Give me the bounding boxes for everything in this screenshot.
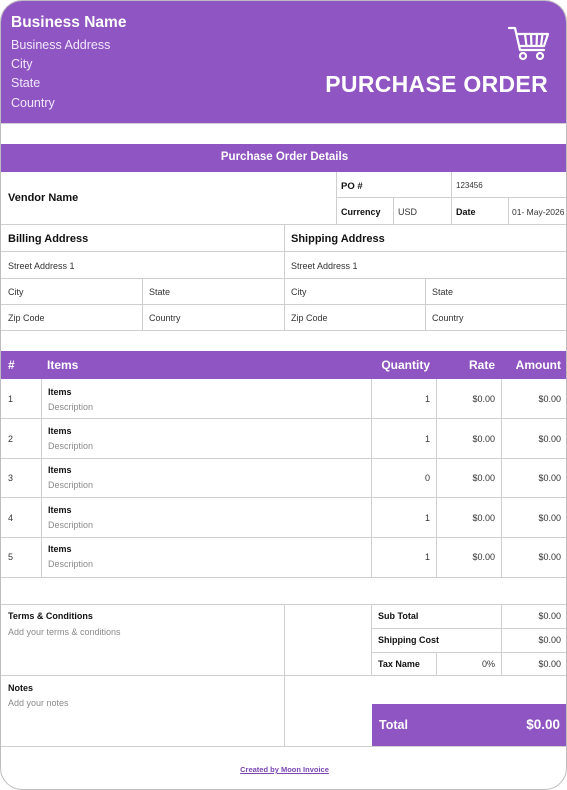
item-rate[interactable]: $0.00	[472, 552, 495, 562]
item-name[interactable]: Items	[48, 387, 72, 397]
shipping-zip[interactable]: Zip Code	[291, 313, 328, 323]
currency-label: Currency	[341, 207, 381, 217]
row-number: 3	[8, 473, 14, 483]
billing-city[interactable]: City	[8, 287, 24, 297]
column-number: #	[8, 358, 15, 372]
item-rate[interactable]: $0.00	[472, 513, 495, 523]
shipping-city[interactable]: City	[291, 287, 307, 297]
currency-value[interactable]: USD	[398, 207, 418, 217]
item-rate[interactable]: $0.00	[472, 394, 495, 404]
business-name[interactable]: Business Name	[11, 14, 127, 31]
item-quantity[interactable]: 1	[424, 394, 430, 404]
po-number-value[interactable]: 123456	[456, 181, 483, 190]
item-name[interactable]: Items	[48, 426, 72, 436]
shopping-cart-icon	[507, 25, 551, 68]
billing-zip[interactable]: Zip Code	[8, 313, 45, 323]
footer-credit-link[interactable]: Created by Moon Invoice	[240, 765, 329, 774]
item-description[interactable]: Description	[48, 480, 94, 490]
item-amount: $0.00	[538, 434, 561, 444]
item-rate[interactable]: $0.00	[472, 434, 495, 444]
total-value: $0.00	[526, 717, 560, 732]
details-heading: Purchase Order Details	[220, 151, 349, 163]
item-description[interactable]: Description	[48, 520, 94, 530]
row-number: 1	[8, 394, 14, 404]
total-label: Total	[379, 718, 408, 732]
billing-address-label: Billing Address	[8, 233, 89, 245]
po-number-label: PO #	[341, 181, 363, 192]
business-address[interactable]: Business Address	[11, 38, 111, 52]
business-country[interactable]: Country	[11, 96, 55, 110]
billing-state[interactable]: State	[149, 287, 171, 297]
item-quantity[interactable]: 1	[424, 552, 430, 562]
notes-input[interactable]: Add your notes	[8, 698, 69, 708]
item-quantity[interactable]: 1	[424, 513, 430, 523]
item-quantity[interactable]: 1	[424, 434, 430, 444]
business-city[interactable]: City	[11, 57, 33, 71]
terms-label: Terms & Conditions	[8, 611, 93, 621]
row-number: 4	[8, 513, 14, 523]
subtotal-label: Sub Total	[378, 611, 419, 621]
item-name[interactable]: Items	[48, 465, 72, 475]
column-items: Items	[47, 358, 79, 372]
billing-street[interactable]: Street Address 1	[8, 261, 75, 271]
date-label: Date	[456, 207, 476, 217]
shipping-country[interactable]: Country	[432, 313, 464, 323]
subtotal-value: $0.00	[538, 611, 561, 621]
item-amount: $0.00	[538, 513, 561, 523]
shipping-street[interactable]: Street Address 1	[291, 261, 358, 271]
column-rate: Rate	[468, 358, 495, 372]
document-title: PURCHASE ORDER	[325, 71, 548, 97]
row-number: 2	[8, 434, 14, 444]
item-quantity[interactable]: 0	[424, 473, 430, 483]
billing-country[interactable]: Country	[149, 313, 181, 323]
item-description[interactable]: Description	[48, 402, 94, 412]
shipping-cost-label: Shipping Cost	[378, 635, 439, 645]
tax-rate-value[interactable]: 0%	[481, 659, 495, 669]
item-name[interactable]: Items	[48, 505, 72, 515]
date-value[interactable]: 01- May-2026	[512, 207, 565, 217]
business-state[interactable]: State	[11, 76, 41, 90]
terms-input[interactable]: Add your terms & conditions	[8, 627, 121, 637]
column-amount: Amount	[515, 358, 561, 372]
row-number: 5	[8, 552, 14, 562]
item-rate[interactable]: $0.00	[472, 473, 495, 483]
item-amount: $0.00	[538, 473, 561, 483]
item-amount: $0.00	[538, 394, 561, 404]
shipping-address-label: Shipping Address	[291, 233, 385, 245]
shipping-cost-value[interactable]: $0.00	[538, 635, 561, 645]
vendor-name-field[interactable]: Vendor Name	[8, 192, 79, 204]
notes-label: Notes	[8, 683, 34, 693]
item-description[interactable]: Description	[48, 441, 94, 451]
column-quantity: Quantity	[381, 358, 430, 372]
item-description[interactable]: Description	[48, 559, 94, 569]
tax-amount-value: $0.00	[538, 659, 561, 669]
shipping-state[interactable]: State	[432, 287, 454, 297]
tax-name-label[interactable]: Tax Name	[378, 659, 420, 669]
item-name[interactable]: Items	[48, 544, 72, 554]
item-amount: $0.00	[538, 552, 561, 562]
